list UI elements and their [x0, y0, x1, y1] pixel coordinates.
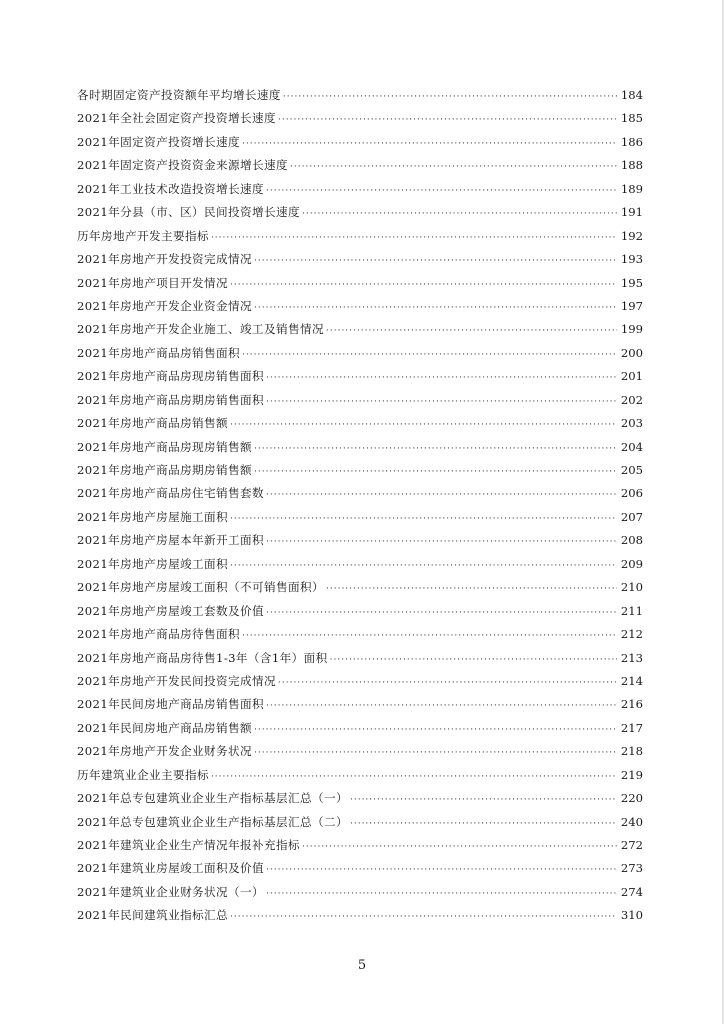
dot-leader: [242, 133, 617, 156]
toc-entry-title: 2021年固定资产投资增长速度: [77, 134, 241, 149]
dot-leader: [254, 719, 617, 742]
toc-entry-title: 各时期固定资产投资额年平均增长速度: [77, 88, 281, 102]
toc-entry-page: 217: [620, 720, 643, 735]
toc-entry-page: 195: [620, 275, 643, 290]
toc-entry[interactable]: [77, 412, 643, 435]
toc-entry[interactable]: [77, 482, 643, 505]
dot-leader: [266, 695, 617, 718]
toc-entry-title: 2021年房地产开发企业资金情况: [77, 298, 253, 313]
toc-entry[interactable]: [77, 201, 643, 224]
toc-entry-title: 2021年房地产商品房期房销售面积: [77, 392, 265, 407]
toc-entry-title: 2021年分县（市、区）民间投资增长速度: [77, 205, 301, 220]
toc-entry[interactable]: [77, 248, 643, 271]
toc-entry[interactable]: [77, 295, 643, 318]
dot-leader: [326, 578, 617, 601]
toc-entry-title: 2021年固定资产投资资金来源增长速度: [77, 158, 289, 173]
page-number: 5: [357, 958, 367, 973]
toc-entry-page: 213: [620, 650, 643, 665]
toc-entry[interactable]: [77, 717, 643, 740]
dot-leader: [211, 766, 617, 789]
dot-leader: [283, 86, 617, 109]
toc-entry-title: 2021年房地产商品房现房销售面积: [77, 369, 265, 384]
toc-entry-page: 207: [620, 509, 643, 524]
dot-leader: [266, 180, 617, 203]
dot-leader: [254, 742, 617, 765]
toc-entry[interactable]: [77, 600, 643, 623]
toc-entry-title: 2021年民间房地产商品房销售面积: [77, 697, 265, 712]
toc-entry[interactable]: [77, 740, 643, 763]
toc-entry-title: 2021年房地产房屋施工面积: [77, 509, 229, 524]
dot-leader: [326, 320, 617, 343]
toc-entry[interactable]: [77, 670, 643, 693]
toc-entry-title: 2021年建筑业房屋竣工面积及价值: [77, 861, 265, 876]
toc-entry[interactable]: [77, 459, 643, 482]
toc-entry-title: 2021年房地产商品房销售面积: [77, 345, 241, 360]
toc-entry-title: 2021年房地产商品房待售1-3年（含1年）面积: [77, 650, 328, 665]
toc-entry-page: 220: [620, 791, 643, 806]
toc-entry-title: 2021年总专包建筑业企业生产指标基层汇总（一）: [77, 791, 348, 806]
toc-entry-page: 189: [620, 181, 643, 196]
table-of-contents: [77, 84, 643, 928]
dot-leader: [211, 227, 617, 250]
toc-entry-page: 188: [620, 158, 643, 173]
toc-entry[interactable]: [77, 811, 643, 834]
toc-entry-title: 2021年房地产开发企业施工、竣工及销售情况: [77, 322, 324, 337]
toc-entry-title: 2021年房地产商品房待售面积: [77, 627, 241, 642]
toc-entry-page: 273: [620, 861, 643, 876]
toc-entry-page: 200: [620, 345, 643, 360]
toc-entry-title: 2021年全社会固定资产投资增长速度: [77, 111, 277, 126]
dot-leader: [254, 250, 617, 273]
toc-entry-page: 274: [620, 884, 643, 899]
toc-entry-page: 192: [620, 228, 643, 243]
toc-entry[interactable]: [77, 342, 643, 365]
dot-leader: [302, 836, 617, 859]
toc-entry-page: 186: [620, 134, 643, 149]
dot-leader: [266, 883, 617, 906]
toc-entry-page: 202: [620, 392, 643, 407]
dot-leader: [242, 344, 617, 367]
dot-leader: [290, 156, 617, 179]
toc-entry[interactable]: [77, 857, 643, 880]
dot-leader: [230, 274, 617, 297]
toc-entry-title: 2021年房地产房屋竣工面积（不可销售面积）: [77, 580, 324, 595]
toc-entry-page: 212: [620, 627, 643, 642]
toc-entry-page: 210: [620, 580, 643, 595]
dot-leader: [230, 555, 617, 578]
toc-entry-page: 206: [620, 486, 643, 501]
toc-entry-title: 2021年房地产商品房住宅销售套数: [77, 486, 265, 501]
toc-entry-title: 2021年房地产房屋本年新开工面积: [77, 533, 265, 548]
toc-entry[interactable]: [77, 693, 643, 716]
dot-leader: [266, 531, 617, 554]
toc-entry[interactable]: [77, 154, 643, 177]
toc-entry[interactable]: [77, 272, 643, 295]
toc-entry-page: 214: [620, 673, 643, 688]
dot-leader: [266, 859, 617, 882]
toc-entry-page: 201: [620, 369, 643, 384]
toc-entry-page: 211: [620, 603, 643, 618]
toc-entry-page: 208: [620, 533, 643, 548]
toc-entry-title: 历年房地产开发主要指标: [77, 228, 209, 243]
toc-entry-title: 2021年房地产开发投资完成情况: [77, 252, 253, 267]
toc-entry[interactable]: [77, 84, 643, 107]
dot-leader: [330, 649, 617, 672]
toc-entry-page: 216: [620, 697, 643, 712]
dot-leader: [278, 672, 617, 695]
toc-entry-page: 185: [620, 111, 643, 126]
toc-entry[interactable]: [77, 834, 643, 857]
toc-entry-title: 2021年房地产项目开发情况: [77, 275, 229, 290]
toc-entry-title: 2021年建筑业企业生产情况年报补充指标: [77, 838, 301, 852]
dot-leader: [350, 789, 617, 812]
dot-leader: [278, 109, 617, 132]
toc-entry-page: 272: [620, 838, 643, 852]
toc-entry[interactable]: [77, 881, 643, 904]
toc-entry-title: 2021年房地产开发民间投资完成情况: [77, 673, 277, 688]
toc-entry[interactable]: [77, 131, 643, 154]
toc-entry-page: 193: [620, 252, 643, 267]
toc-entry-page: 218: [620, 744, 643, 759]
toc-entry-page: 199: [620, 322, 643, 337]
toc-entry-title: 历年建筑业企业主要指标: [77, 767, 209, 782]
toc-entry-page: 209: [620, 556, 643, 571]
toc-entry[interactable]: [77, 764, 643, 787]
toc-entry-page: 240: [620, 814, 643, 829]
dot-leader: [302, 203, 617, 226]
toc-entry-page: 310: [620, 908, 643, 923]
toc-entry-page: 184: [620, 88, 643, 102]
toc-entry-page: 219: [620, 767, 643, 782]
dot-leader: [266, 602, 617, 625]
toc-entry[interactable]: [77, 553, 643, 576]
toc-entry[interactable]: [77, 365, 643, 388]
toc-entry[interactable]: [77, 107, 643, 130]
toc-entry-title: 2021年工业技术改造投资增长速度: [77, 181, 265, 196]
dot-leader: [350, 813, 617, 836]
dot-leader: [254, 297, 617, 320]
toc-entry-title: 2021年房地产开发企业财务状况: [77, 744, 253, 759]
toc-entry[interactable]: [77, 647, 643, 670]
dot-leader: [242, 625, 617, 648]
toc-entry[interactable]: [77, 436, 643, 459]
toc-entry[interactable]: [77, 506, 643, 529]
dot-leader: [266, 391, 617, 414]
toc-entry[interactable]: [77, 576, 643, 599]
toc-entry-page: 203: [620, 416, 643, 431]
dot-leader: [254, 438, 617, 461]
toc-entry-title: 2021年房地产商品房现房销售额: [77, 439, 253, 454]
toc-entry[interactable]: [77, 529, 643, 552]
toc-entry-title: 2021年总专包建筑业企业生产指标基层汇总（二）: [77, 814, 348, 829]
dot-leader: [230, 414, 617, 437]
toc-entry-title: 2021年房地产商品房期房销售额: [77, 463, 253, 477]
toc-entry-page: 204: [620, 439, 643, 454]
dot-leader: [230, 906, 617, 929]
toc-entry[interactable]: [77, 225, 643, 248]
dot-leader: [266, 367, 617, 390]
toc-entry-title: 2021年房地产商品房销售额: [77, 416, 229, 431]
toc-entry-page: 191: [620, 205, 643, 220]
dot-leader: [254, 461, 617, 484]
toc-entry-title: 2021年民间建筑业指标汇总: [77, 908, 229, 923]
toc-entry-page: 205: [620, 463, 643, 477]
toc-entry[interactable]: [77, 787, 643, 810]
toc-entry[interactable]: [77, 389, 643, 412]
toc-entry-title: 2021年民间房地产商品房销售额: [77, 720, 253, 735]
toc-entry[interactable]: [77, 904, 643, 927]
toc-entry[interactable]: [77, 318, 643, 341]
toc-entry[interactable]: [77, 623, 643, 646]
toc-entry-page: 197: [620, 298, 643, 313]
toc-entry-title: 2021年房地产房屋竣工套数及价值: [77, 603, 265, 618]
dot-leader: [230, 508, 617, 531]
toc-entry[interactable]: [77, 178, 643, 201]
toc-entry-title: 2021年房地产房屋竣工面积: [77, 556, 229, 571]
toc-entry-title: 2021年建筑业企业财务状况（一）: [77, 884, 265, 899]
dot-leader: [266, 484, 617, 507]
